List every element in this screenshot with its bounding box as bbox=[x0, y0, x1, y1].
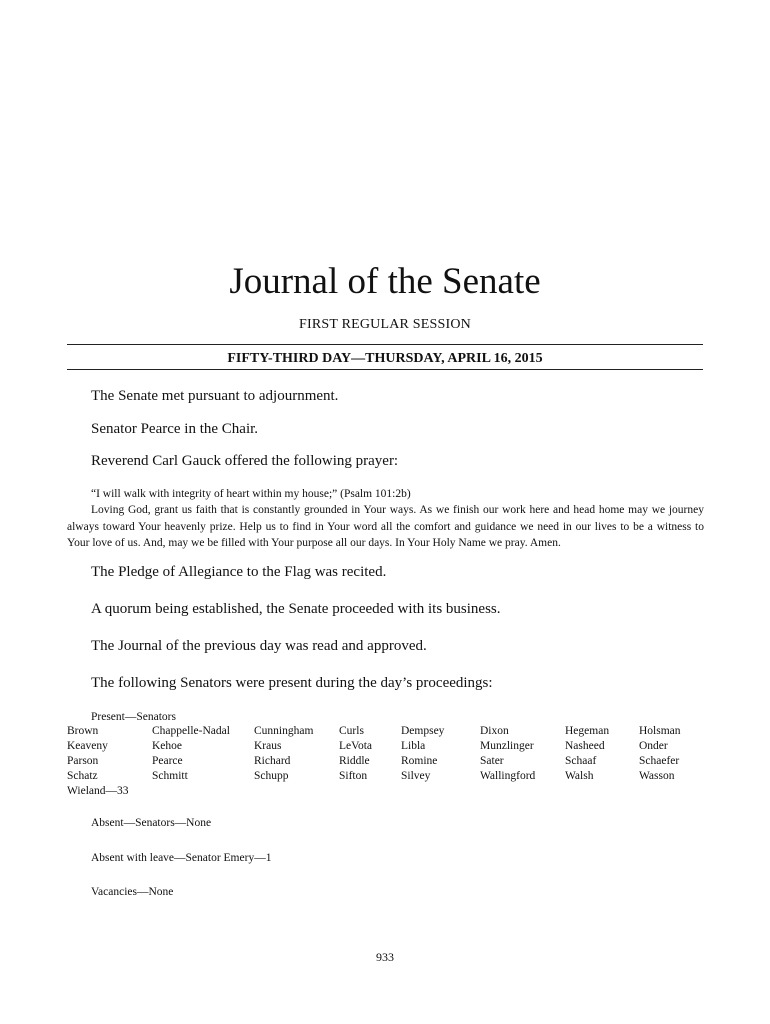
prayer-quote: “I will walk with integrity of heart within my house;” (Psalm 101:2b) bbox=[91, 488, 411, 500]
senator-name: Romine bbox=[401, 755, 438, 767]
vacancies-line: Vacancies—None bbox=[91, 886, 174, 898]
senator-name: Wasson bbox=[639, 770, 675, 782]
senator-name: Libla bbox=[401, 740, 426, 752]
senator-name: Walsh bbox=[565, 770, 594, 782]
senator-name: Sater bbox=[480, 755, 504, 767]
roster-row bbox=[67, 784, 707, 799]
day-heading: FIFTY-THIRD DAY—THURSDAY, APRIL 16, 2015 bbox=[227, 351, 543, 366]
top-rule bbox=[67, 344, 703, 345]
session-label: FIRST REGULAR SESSION bbox=[299, 317, 471, 332]
senator-name: Silvey bbox=[401, 770, 431, 782]
senator-name: Schaaf bbox=[565, 755, 597, 767]
senator-name: Onder bbox=[639, 740, 668, 752]
roster-row bbox=[67, 754, 707, 769]
roster-row bbox=[67, 724, 707, 739]
senator-name: Cunningham bbox=[254, 725, 314, 737]
senator-name: Holsman bbox=[639, 725, 681, 737]
senator-name: Chappelle-Nadal bbox=[152, 725, 230, 737]
senator-name: Pearce bbox=[152, 755, 183, 767]
senator-name: Schupp bbox=[254, 770, 289, 782]
senator-name: LeVota bbox=[339, 740, 373, 752]
senator-name: Curls bbox=[339, 725, 364, 737]
senator-name: Schaefer bbox=[639, 755, 680, 767]
absent-line: Absent—Senators—None bbox=[91, 817, 212, 829]
paragraph-quorum: A quorum being established, the Senate proceeded with its business. bbox=[91, 601, 501, 617]
paragraph-pledge: The Pledge of Allegiance to the Flag was recited. bbox=[91, 564, 387, 580]
roster-row bbox=[67, 769, 707, 784]
senator-name: Kehoe bbox=[152, 740, 183, 752]
senator-name: Brown bbox=[67, 725, 99, 737]
senator-name: Dixon bbox=[480, 725, 509, 737]
senator-name: Richard bbox=[254, 755, 291, 767]
senator-name: Hegeman bbox=[565, 725, 610, 737]
senator-roster bbox=[67, 724, 707, 799]
senator-name: Wallingford bbox=[480, 770, 536, 782]
senator-name: Keaveny bbox=[67, 740, 108, 752]
paragraph-adjournment: The Senate met pursuant to adjournment. bbox=[91, 388, 339, 404]
senator-name: Kraus bbox=[254, 740, 282, 752]
paragraph-prayer-intro: Reverend Carl Gauck offered the following prayer: bbox=[91, 453, 399, 469]
paragraph-journal-approved: The Journal of the previous day was read and approved. bbox=[91, 638, 427, 654]
senator-name: Schmitt bbox=[152, 770, 188, 782]
roster-row bbox=[67, 739, 707, 754]
prayer-body-text: Loving God, grant us faith that is constantly grounded in Your ways. As we finish our work here and head home may we journey always toward Your heavenly prize. Help us to find in Your word all the comfort and guidance we need in our lives to be a witness to Your love of us. And, may we be filled with Your purpose all our days. In Your Holy Name we pray. Amen. bbox=[67, 504, 704, 549]
senator-name: Munzlinger bbox=[480, 740, 534, 752]
senator-name: Wieland—33 bbox=[67, 785, 129, 797]
senator-name: Sifton bbox=[339, 770, 368, 782]
absent-with-leave-line: Absent with leave—Senator Emery—1 bbox=[91, 852, 272, 864]
page-number: 933 bbox=[376, 950, 394, 964]
senator-name: Riddle bbox=[339, 755, 370, 767]
senator-name: Dempsey bbox=[401, 725, 445, 737]
paragraph-present-intro: The following Senators were present during the day’s proceedings: bbox=[91, 675, 493, 691]
roster-heading: Present—Senators bbox=[91, 711, 176, 723]
journal-title: Journal of the Senate bbox=[229, 261, 541, 302]
senator-name: Parson bbox=[67, 755, 99, 767]
senator-name: Schatz bbox=[67, 770, 98, 782]
paragraph-chair: Senator Pearce in the Chair. bbox=[91, 421, 259, 437]
senator-name: Nasheed bbox=[565, 740, 605, 752]
prayer-body bbox=[67, 502, 704, 552]
bottom-rule bbox=[67, 369, 703, 370]
